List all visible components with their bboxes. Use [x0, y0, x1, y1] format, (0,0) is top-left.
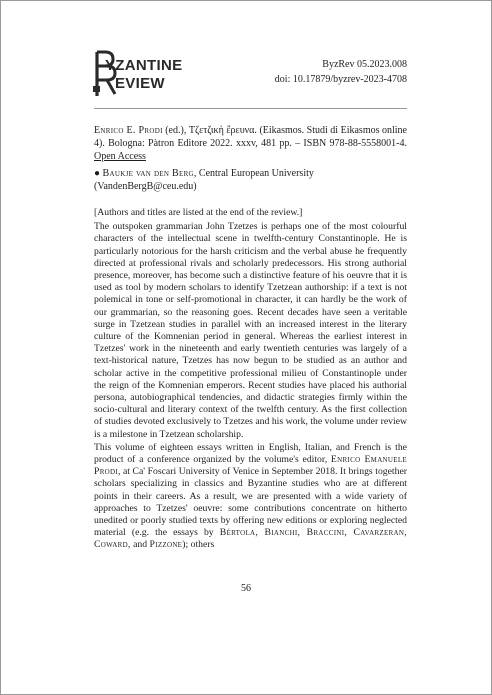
paragraph-1: The outspoken grammarian John Tzetzes is perhaps one of the most colourful characters of the intellectual scene in twelfth-century Constantinople. He is particularly notorious for the harsh criticism and the verbal abuse he frequently directed at professional rivals and scholarly predecessors. His strong authorial presence, moreover, has become such a distinctive feature of his oeuvre that it is used as tool by modern scholars to identify Tzetzean authorship: if a text is not polemical in tone or self-promotional in character, it can hardly be the work of our grammarian, so the reasoning goes. Recent decades have seen a veritable surge in Tzetzean studies in parallel with an increased interest in the literary culture of the Komnenian period in general. Whereas the earliest interest in Tzetzes' work in the nineteenth and early twentieth centuries was largely of a text-historical nature, Tzetzes has now begun to be studied as an author and scholar active in the competitive professional milieu of Constantinople under the reign of the Komnenian emperors. Recent studies have placed his authorial persona, autobiographical tendencies, and didactic strategies firmly within the socio-cultural and literary context of the twelfth century. As the first collection of studies devoted exclusively to Tzetzes and his work, the volume under review is a milestone in Tzetzean scholarship.: [94, 221, 407, 440]
para2-names: Bértola, Bianchi, Braccini, Cavarzeran, Coward,: [94, 527, 407, 551]
header-rule: [94, 108, 407, 109]
logo-line-2: EVIEW: [115, 75, 165, 92]
journal-meta: [275, 57, 407, 87]
book-editor: Enrico E. Prodi: [94, 125, 163, 136]
reviewer-block: [94, 167, 407, 193]
para2-text-b: , at Ca' Foscari University of Venice in September 2018. It brings together scholars specializing in classics and Byzantine studies who are at different points in their careers. As a result, we are presented with a wide variety of approaches to Tzetzes' oeuvre: some contributions concentrate on hitherto unedited or poorly studied texts by offering new editions or exploring neglected material (e.g. the essays by: [94, 466, 407, 539]
para2-text-a: This volume of eighteen essays written in English, Italian, and French is the product of a conference organized by the volume's editor,: [94, 441, 407, 466]
paragraph-2: [94, 442, 407, 552]
open-access-link[interactable]: Open Access: [94, 151, 146, 162]
journal-id: ByzRev 05.2023.008: [322, 59, 407, 70]
bullet-icon: ●: [94, 168, 101, 179]
review-note: [Authors and titles are listed at the end of the review.]: [94, 207, 303, 218]
page-number: 56: [241, 583, 251, 594]
logo-line-1: YZANTINE: [105, 57, 183, 74]
para2-last-name: Pizzone: [149, 539, 183, 551]
para2-and: and: [130, 539, 150, 551]
reviewer-name: Baukje van den Berg: [102, 168, 194, 179]
para2-editor: Enrico Emanuele Prodi: [94, 454, 408, 478]
book-citation: [94, 124, 407, 163]
reviewer-email[interactable]: (VandenBergB@ceu.edu): [94, 181, 197, 192]
journal-logo: [93, 48, 233, 100]
citation-text: (ed.), Τζετζικὴ ἔρευνα. (Eikasmos. Studi di Eikasmos online 4). Bologna: Pàtron Editore 2022. xxxv, 481 pp. – ISBN 978-88-5558001-4.: [94, 125, 407, 149]
reviewer-affiliation: , Central European University: [193, 168, 314, 179]
logo-letter-b-icon: [93, 48, 133, 100]
journal-header: [93, 48, 407, 100]
para2-text-c: ); others: [182, 539, 215, 551]
review-body: [94, 207, 407, 552]
doi: doi: 10.17879/byzrev-2023-4708: [274, 74, 407, 85]
